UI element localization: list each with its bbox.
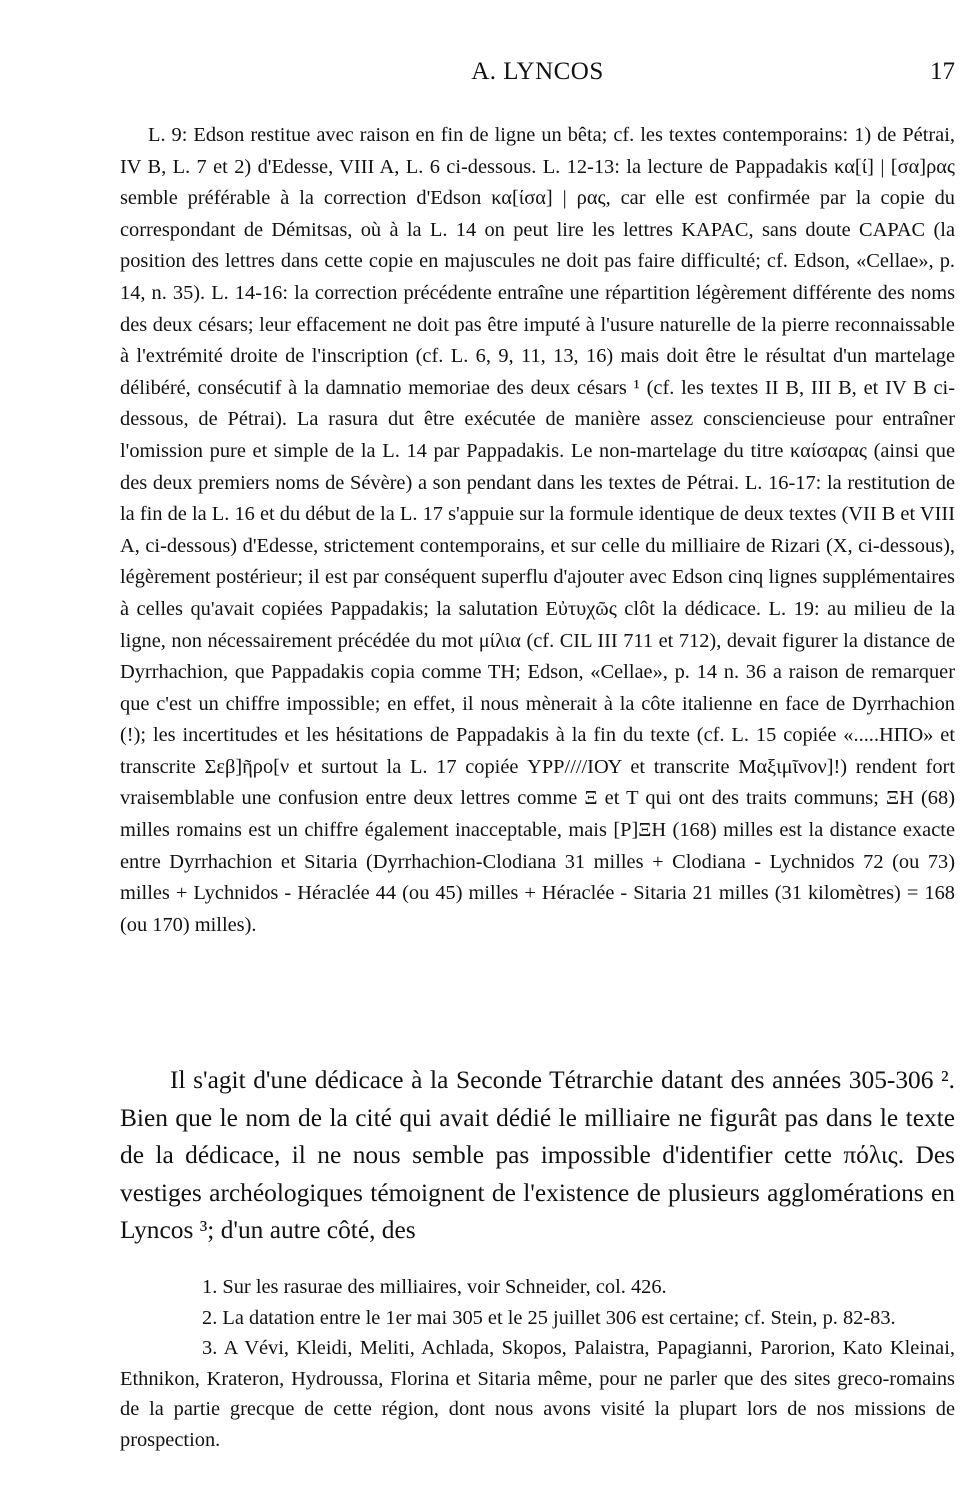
main-text-block — [120, 1062, 955, 1250]
running-title: A. LYNCOS — [471, 58, 604, 85]
footnote-2: 2. La datation entre le 1er mai 305 et le 25 juillet 306 est certaine; cf. Stein, p. 82-83. — [202, 1306, 896, 1329]
footnotes — [120, 1272, 955, 1455]
commentary-block — [120, 120, 955, 941]
commentary-paragraph: L. 9: Edson restitue avec raison en fin de ligne un bêta; cf. les textes contemporains: 1) de Pétrai, IV B, L. 7 et 2) d'Edesse, VIII A, L. 6 ci-dessous. L. 12-13: la lecture de Pappadakis κα[ί] | [σα]ρας semble préférable à la correction d'Edson κα[ίσα] | ρας, car elle est confirmée par la copie du correspondant de Démitsas, où à la L. 14 on peut lire les lettres ΚΑΡΑC, sans doute CAPAC (la position des lettres dans cette copie en majuscules ne doit pas faire difficulté; cf. Edson, «Cellae», p. 14, n. 35). L. 14-16: la correction précédente entraîne une répartition légèrement différente des noms des deux césars; leur effacement ne doit pas être imputé à l'usure naturelle de la pierre reconnaissable à l'extrémité droite de l'inscription (cf. L. 6, 9, 11, 13, 16) mais doit être le résultat d'un martelage délibéré, consécutif à la damnatio memoriae des deux césars ¹ (cf. les textes II B, III B, et IV B ci-dessous, de Pétrai). La rasura dut être exécutée de manière assez consciencieuse pour entraîner l'omission pure et simple de la L. 14 par Pappadakis. Le non-martelage du titre καίσαρας (ainsi que des deux premiers noms de Sévère) a son pendant dans les textes de Pétrai. L. 16-17: la restitution de la fin de la L. 16 et du début de la L. 17 s'appuie sur la formule identique de deux textes (VII B et VIII A, ci-dessous) d'Edesse, strictement contemporains, et sur celle du milliaire de Rizari (X, ci-dessous), légèrement postérieur; il est par conséquent superflu d'ajouter avec Edson cinq lignes supplémentaires à celles qu'avait copiées Pappadakis; la salutation Εὐτυχῶς clôt la dédicace. L. 19: au milieu de la ligne, non nécessairement précédée du mot μίλια (cf. CIL III 711 et 712), devait figurer la distance de Dyrrhachion, que Pappadakis copia comme TH; Edson, «Cellae», p. 14 n. 36 a raison de remarquer que c'est un chiffre impossible; en effet, il nous mènerait à la côte italienne en face de Dyrrhachion (!); les incertitudes et les hésitations de Pappadakis à la fin du texte (cf. L. 15 copiée «.....ΗΠΟ» et transcrite Σεβ]ῆρο[ν et surtout la L. 17 copiée ΥΡΡ////ΙΟΥ et transcrite Μαξιμῖνον]!) rendent fort vraisemblable une confusion entre deux lettres comme Ξ et T qui ont des traits communs; ΞΗ (68) milles romains est un chiffre également inacceptable, mais [Ρ]ΞΗ (168) milles est la distance exacte entre Dyrrhachion et Sitaria (Dyrrhachion-Clodiana 31 milles + Clodiana - Lychnidos 72 (ou 73) milles + Lychnidos - Héraclée 44 (ou 45) milles + Héraclée - Sitaria 21 milles (31 kilomètres) = 168 (ou 170) milles). — [120, 124, 955, 936]
page-header — [120, 58, 955, 98]
page-number: 17 — [930, 58, 955, 85]
footnote-1: 1. Sur les rasurae des milliaires, voir Schneider, col. 426. — [202, 1276, 667, 1298]
main-paragraph: Il s'agit d'une dédicace à la Seconde Tétrarchie datant des années 305-306 ². Bien que le nom de la cité qui avait dédié le milliaire ne figurât pas dans le texte de la dédicace, il ne nous semble pas impossible d'identifier cette πόλις. Des vestiges archéologiques témoignent de l'existence de plusieurs agglomérations en Lyncos ³; d'un autre côté, des — [120, 1066, 955, 1244]
footnote-3: 3. A Vévi, Kleidi, Meliti, Achlada, Skopos, Palaistra, Papagianni, Parorion, Kato Kleinai, Ethnikon, Krateron, Hydroussa, Florina et Sitaria même, pour ne parler que des sites greco-romains de la partie grecque de cette région, dont nous avons visité la plupart lors de nos missions de prospection. — [120, 1337, 955, 1451]
